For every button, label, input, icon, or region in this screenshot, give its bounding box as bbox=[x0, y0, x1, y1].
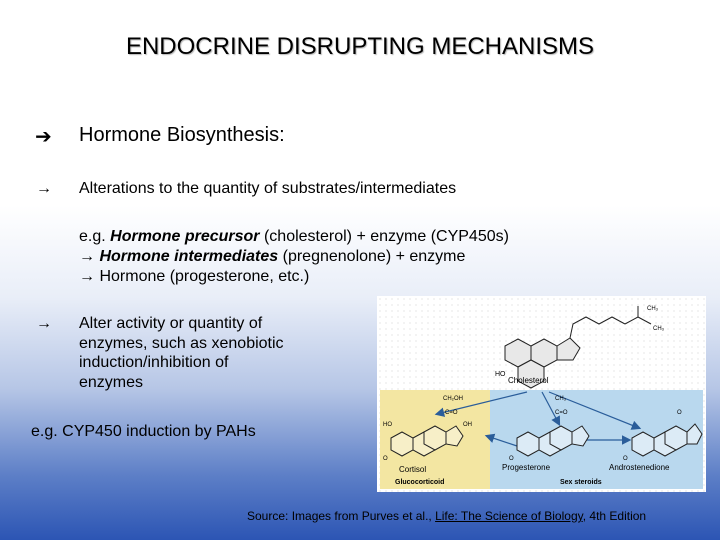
svg-text:CH₃: CH₃ bbox=[653, 326, 665, 332]
cortisol-label: Cortisol bbox=[399, 465, 427, 474]
example-1-line-1: e.g. Hormone precursor (cholesterol) + enzyme (CYP450s) bbox=[79, 228, 509, 245]
book-title-link: Life: The Science of Biology bbox=[435, 509, 583, 523]
steroid-biosynthesis-figure bbox=[377, 296, 706, 492]
svg-text:O: O bbox=[677, 410, 682, 416]
svg-text:C=O: C=O bbox=[555, 410, 568, 416]
alter-activity-text: Alter activity or quantity of enzymes, such as xenobiotic induction/inhibition of enzymes bbox=[79, 315, 284, 391]
glucocorticoid-label: Glucocorticoid bbox=[395, 479, 445, 486]
progesterone-label: Progesterone bbox=[502, 463, 551, 472]
svg-text:O: O bbox=[509, 456, 514, 462]
arrow-icon: → bbox=[79, 268, 95, 285]
sex-steroids-label: Sex steroids bbox=[560, 479, 602, 486]
svg-text:O: O bbox=[623, 456, 628, 462]
svg-text:CH₂OH: CH₂OH bbox=[443, 396, 463, 402]
example-1-line-3: → Hormone (progesterone, etc.) bbox=[79, 268, 310, 285]
svg-text:CH₃: CH₃ bbox=[647, 306, 659, 312]
svg-text:HO: HO bbox=[383, 422, 392, 428]
example-2-text: e.g. CYP450 induction by PAHs bbox=[31, 423, 256, 440]
sub-bullet-arrow-icon: → bbox=[36, 315, 52, 332]
arrow-icon: → bbox=[79, 248, 95, 265]
alter-quantity-text: Alterations to the quantity of substrates/intermediates bbox=[79, 180, 457, 197]
source-citation: Source: Images from Purves et al., Life: The Science of Biology, 4th Edition bbox=[247, 509, 647, 523]
ho-label: HO bbox=[495, 371, 506, 378]
bullet-arrow-icon: ➔ bbox=[35, 126, 52, 148]
main-heading bbox=[79, 124, 285, 147]
heading-colon: : bbox=[279, 124, 285, 146]
svg-text:CH₃: CH₃ bbox=[555, 396, 567, 402]
sub-bullet-arrow-icon: → bbox=[36, 180, 52, 197]
slide-title: ENDOCRINE DISRUPTING MECHANISMS bbox=[125, 33, 595, 60]
cholesterol-label: Cholesterol bbox=[508, 376, 549, 385]
svg-text:O: O bbox=[383, 456, 388, 462]
steroid-diagram bbox=[377, 296, 706, 492]
svg-text:C=O: C=O bbox=[445, 410, 458, 416]
example-1 bbox=[79, 227, 509, 287]
heading-text: Hormone Biosynthesis bbox=[79, 124, 280, 146]
example-1-line-2: → Hormone intermediates (pregnenolone) + enzyme bbox=[79, 248, 466, 265]
svg-text:OH: OH bbox=[463, 422, 472, 428]
androstenedione-label: Androstenedione bbox=[609, 463, 670, 472]
